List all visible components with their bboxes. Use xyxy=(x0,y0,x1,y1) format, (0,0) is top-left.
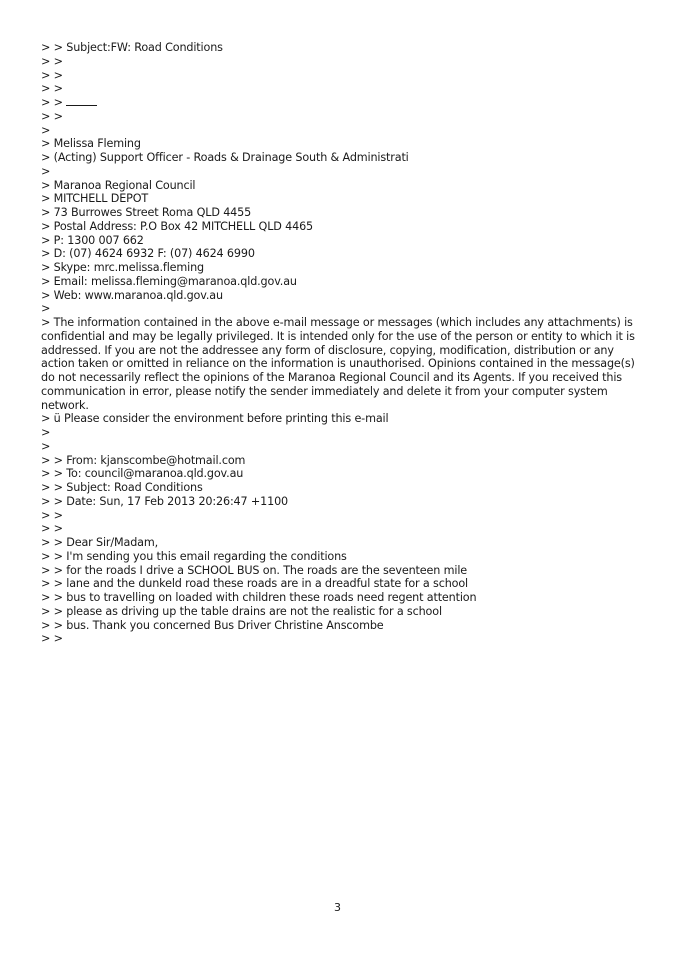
email-line: > > From: kjanscombe@hotmail.com xyxy=(41,453,246,467)
email-line: > > xyxy=(41,54,63,68)
original-message xyxy=(41,412,641,646)
email-line: > D: (07) 4624 6932 F: (07) 4624 6990 xyxy=(41,247,255,261)
email-line: > > I'm sending you this email regarding the conditions xyxy=(41,549,347,563)
email-line: > xyxy=(41,164,51,178)
email-line: > > Dear Sir/Madam, xyxy=(41,536,159,549)
email-line: > > To: council@maranoa.qld.gov.au xyxy=(41,467,244,481)
email-line: > > xyxy=(41,632,63,646)
email-line: > P: 1300 007 662 xyxy=(41,233,144,247)
email-line: > Postal Address: P.O Box 42 MITCHELL QLD 4465 xyxy=(41,219,314,233)
email-line: > ü Please consider the environment before printing this e-mail xyxy=(41,412,389,426)
email-line: > Web: www.maranoa.qld.gov.au xyxy=(41,288,223,302)
email-line: > xyxy=(41,123,51,137)
email-line: > > Subject:FW: Road Conditions xyxy=(41,41,223,54)
quote-prefix: > > xyxy=(41,96,67,109)
email-line: > 73 Burrowes Street Roma QLD 4455 xyxy=(41,206,252,219)
horizontal-rule xyxy=(66,96,97,106)
email-line: > > xyxy=(41,68,63,82)
email-line: > > for the roads I drive a SCHOOL BUS on. The roads are the seventeen mile xyxy=(41,563,468,577)
email-line: > xyxy=(41,439,51,453)
email-line: > (Acting) Support Officer - Roads & Drainage South & Administrati xyxy=(41,151,409,164)
email-line: > Maranoa Regional Council xyxy=(41,178,196,192)
email-line: > > xyxy=(41,508,63,522)
email-line: > > xyxy=(41,82,63,96)
email-line: > xyxy=(41,302,51,316)
email-line: > xyxy=(41,426,51,439)
email-line: > > xyxy=(41,522,63,536)
forward-header xyxy=(41,41,641,96)
email-line: > Skype: mrc.melissa.fleming xyxy=(41,261,204,274)
email-line: > > please as driving up the table drains are not the realistic for a school xyxy=(41,604,442,618)
email-line: > > xyxy=(41,109,63,123)
confidentiality-disclaimer: > The information contained in the above e-mail message or messages (which includes any attachments) is confidential and may be legally privileged. It is intended only for the use of the person or entity to which it is addressed. If you are not the addressee any form of disclosure, copying, modification, distribution or any action taken or omitted in reliance on the information is unauthorised. Opinions contained in the message(s) do not necessarily reflect the opinions of the Maranoa Regional Council and its Agents. If you received this communication in error, please notify the sender immediately and delete it from your computer system network. xyxy=(41,316,635,412)
email-line: > > Date: Sun, 17 Feb 2013 20:26:47 +1100 xyxy=(41,494,288,508)
page-number: 3 xyxy=(334,901,341,914)
email-line: > > bus. Thank you concerned Bus Driver Christine Anscombe xyxy=(41,618,384,632)
email-line: > Email: melissa.fleming@maranoa.qld.gov.au xyxy=(41,274,297,288)
separator-line xyxy=(41,96,641,110)
email-line: > MITCHELL DEPOT xyxy=(41,192,149,206)
email-document xyxy=(41,41,641,646)
email-line: > Melissa Fleming xyxy=(41,137,141,151)
email-line: > > bus to travelling on loaded with children these roads need regent attention xyxy=(41,591,477,604)
signature-block xyxy=(41,110,641,316)
email-line: > > Subject: Road Conditions xyxy=(41,481,203,494)
email-line: > > lane and the dunkeld road these roads are in a dreadful state for a school xyxy=(41,577,468,591)
